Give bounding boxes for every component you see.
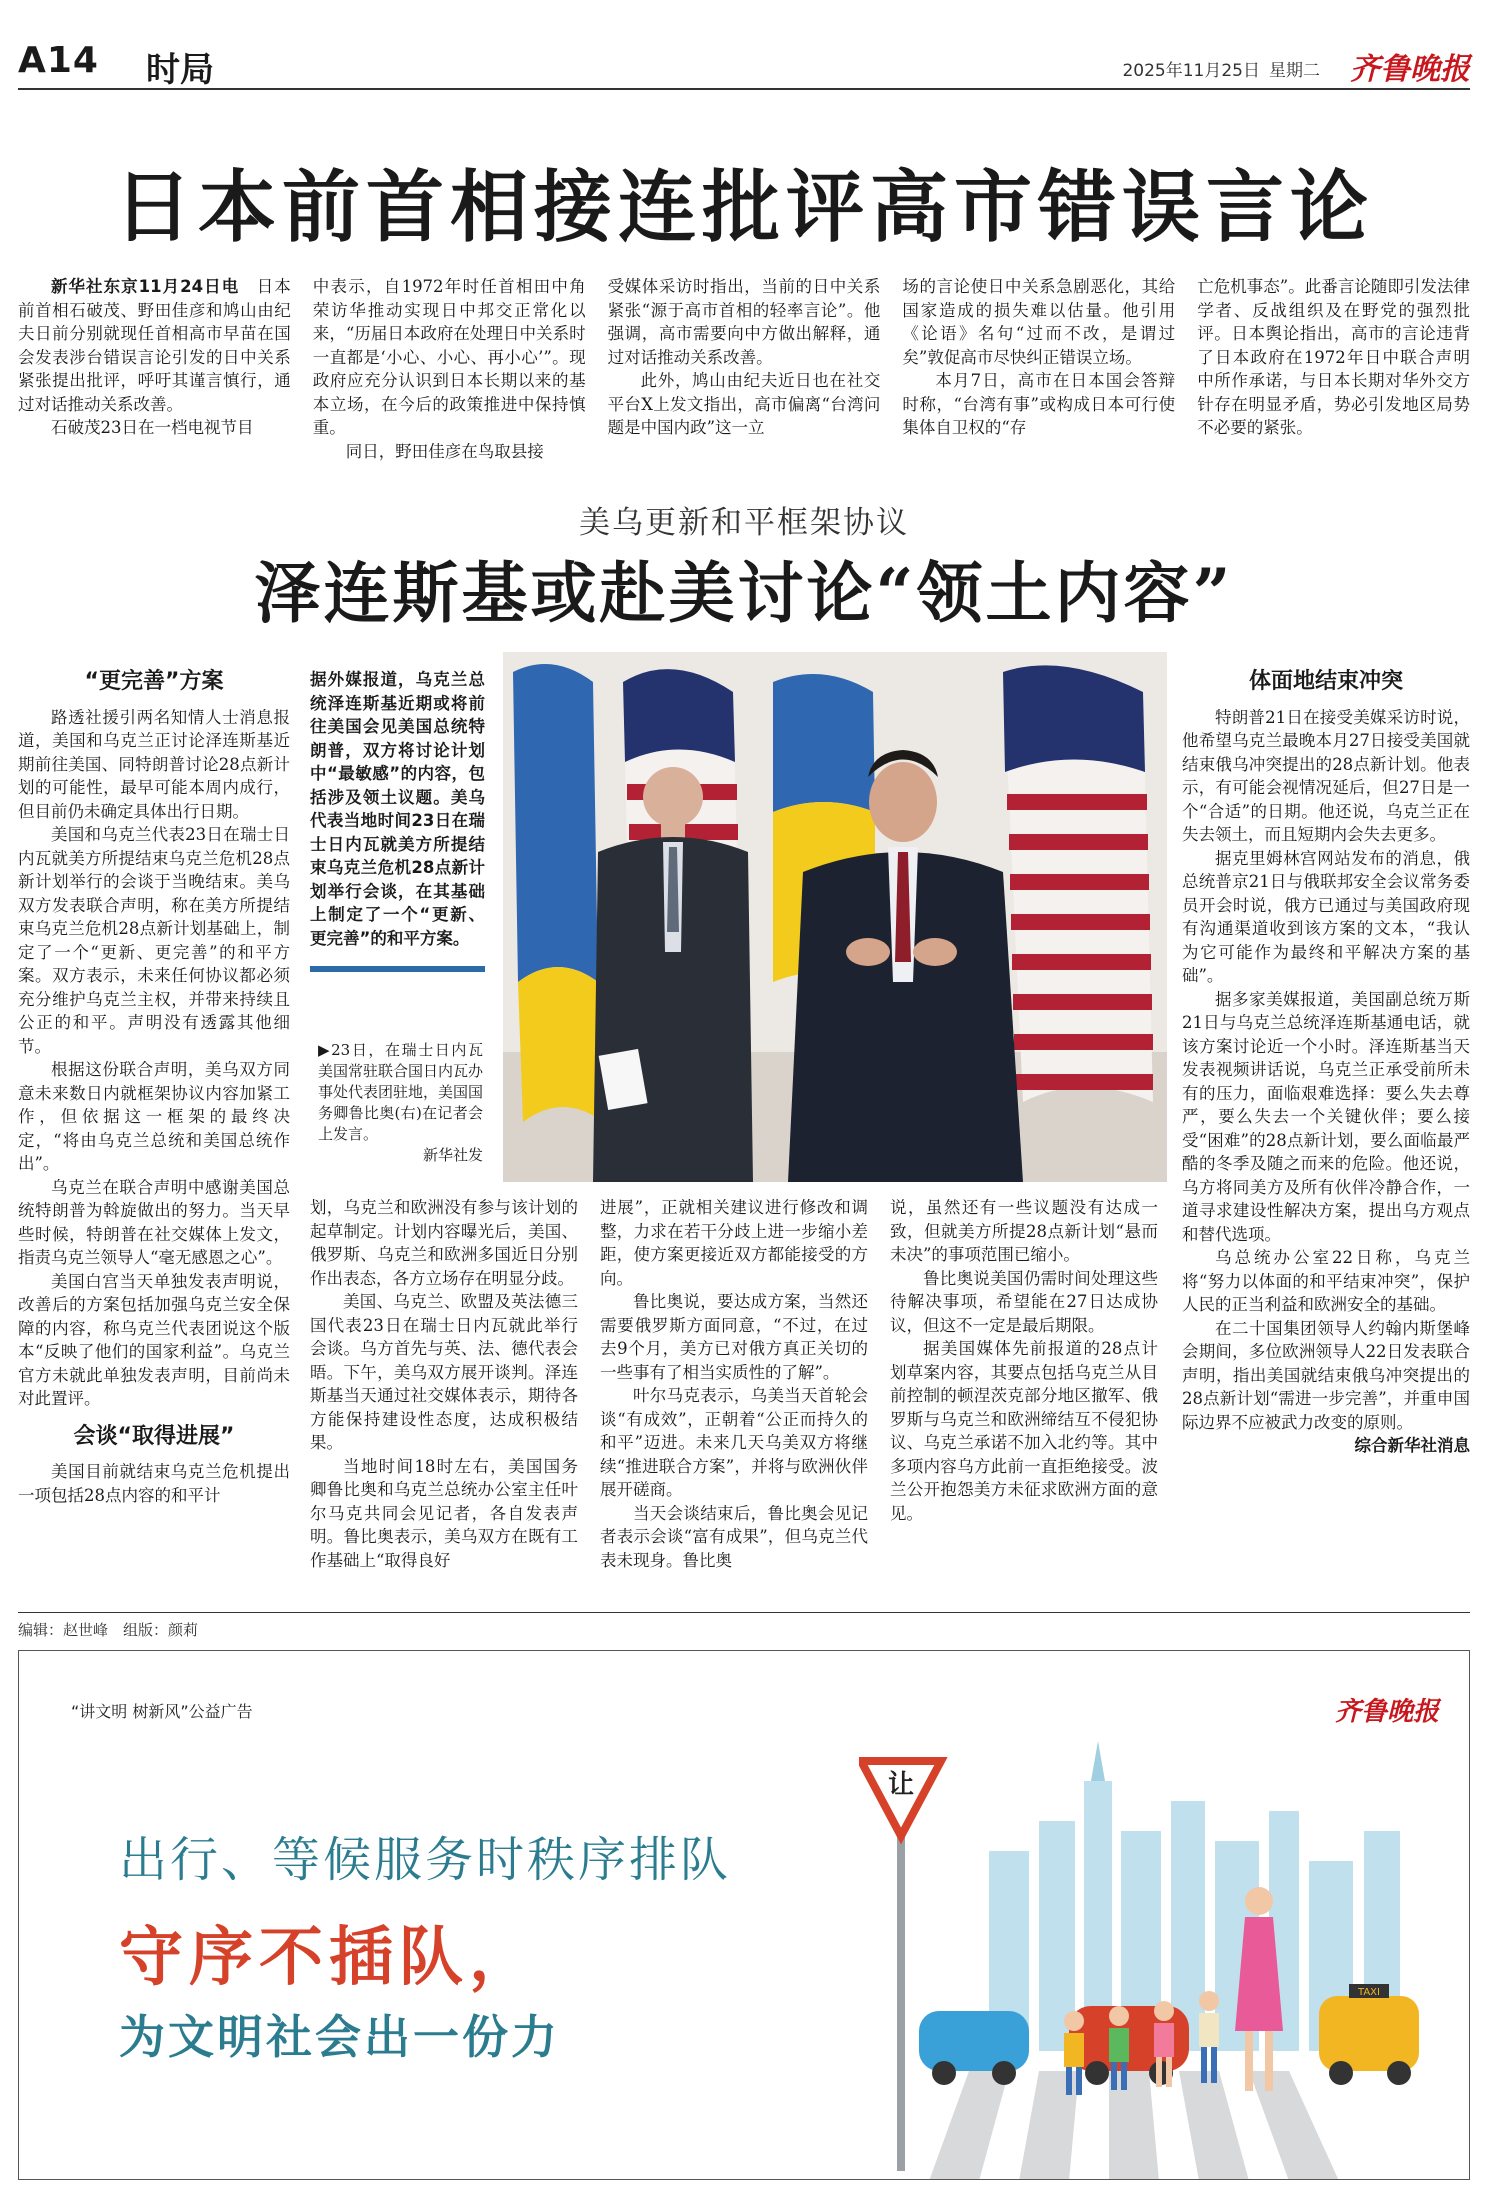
story2-paragraph: 划，乌克兰和欧洲没有参与该计划的起草制定。计划内容曝光后，美国、俄罗斯、乌克兰和欧洲多国近日分别作出表态，各方立场存在明显分歧。: [310, 1198, 578, 1288]
editor-credits: 编辑：赵世峰 组版：颜莉: [18, 1612, 1470, 1640]
yield-sign-icon: [861, 1761, 941, 2171]
story1-paragraph: 本月7日，高市在日本国会答辩时称，“台湾有事”或构成日本可行使集体自卫权的“存: [902, 371, 1176, 437]
story2-mid-column-3: [890, 1196, 1158, 1614]
story1-paragraph: 同日，野田佳彦在鸟取县接: [345, 441, 544, 461]
public-service-ad: [18, 1650, 1470, 2180]
ad-newspaper-logo: 齐鲁晚报: [1334, 1697, 1439, 1727]
story2-paragraph: 当天会谈结束后，鲁比奥会见记者表示会谈“富有成果”，但乌克兰代表未现身。鲁比奥: [600, 1503, 868, 1570]
story2-left-column: [18, 664, 290, 1614]
story2-paragraph: 当地时间18时左右，美国国务卿鲁比奥和乌克兰总统办公室主任叶尔马克共同会见记者，各自发表声明。鲁比奥表示，美乌双方在既有工作基础上“取得良好: [310, 1456, 578, 1570]
story1-column-2: [313, 275, 586, 475]
crosswalk: [929, 2071, 1339, 2180]
taxi-icon: [1319, 1984, 1419, 2085]
story2-mid-column-2: [600, 1196, 868, 1614]
ad-illustration: [859, 1741, 1459, 2180]
issue-weekday: 星期二: [1269, 61, 1320, 81]
ad-slogan-line-2: 守序不插队，: [119, 1921, 539, 1995]
story1-column-1: [18, 275, 291, 475]
pedestrian-child-icon: [1199, 1991, 1219, 2083]
story2-paragraph: 美国白宫当天单独发表声明说，改善后的方案包括加强乌克兰安全保障的内容，称乌克兰代表团说这个版本“反映了他们的国家利益”。乌克兰官方未就此单独发表声明，目前尚未对此置评。: [18, 1271, 290, 1408]
story2-right-column: [1182, 664, 1470, 1614]
section-heading: “更完善”方案: [84, 669, 224, 694]
story2-paragraph: 进展”，正就相关建议进行修改和调整，力求在若干分歧上进一步缩小差距，使方案更接近双方都能接受的方向。: [600, 1198, 868, 1288]
story1-column-3: [608, 275, 881, 475]
photo-credit: 新华社发: [422, 1146, 483, 1164]
story1-paragraph: 此外，鸠山由纪夫近日也在社交平台X上发文指出，高市偏离“台湾问题是中国内政”这一立: [607, 371, 881, 437]
ukraine-flag-left: [513, 664, 603, 1122]
story1-paragraph: 中表示，自1972年时任首相田中角荣访华推动实现日中邦交正常化以来，“历届日本政府在处理日中关系时一直都是‘小心、小心、再小心’”。现政府应充分认识到日本长期以来的基本立场，在今后的政策推进中保持慎重。: [312, 277, 586, 437]
story2-paragraph: 据克里姆林宫网站发布的消息，俄总统普京21日与俄联邦安全会议常务委员开会时说，俄方已通过与美国政府现有沟通渠道收到该方案的文本，“我认为它可能作为最终和平解决方案的基础”。: [1182, 848, 1470, 985]
us-flag-right: [1003, 665, 1153, 1102]
page-header: [18, 40, 1470, 90]
story1-column-4: [902, 275, 1175, 475]
story2-paragraph: 鲁比奥说，要达成方案，当然还需要俄罗斯方面同意，“不过，在过去9个月，美方已对俄方真正关切的一些事有了相当实质性的了解”。: [600, 1292, 868, 1382]
story2-mid-column-1: [310, 1196, 578, 1614]
ad-slogan-line-1: 出行、等候服务时秩序排队: [119, 1832, 732, 1888]
newspaper-logo: 齐鲁晚报: [1350, 52, 1470, 87]
story2-headline: 泽连斯基或赴美讨论“领土内容”: [254, 554, 1234, 632]
story1-paragraph: 受媒体采访时指出，当前的日中关系紧张“源于高市首相的轻率言论”。他强调，高市需要向中方做出解释，通过对话推动关系改善。: [607, 277, 881, 367]
story1-paragraph: 场的言论使日中关系急剧恶化，其给国家造成的损失难以估量。他引用《论语》名句“过而不改，是谓过矣”敦促高市尽快纠正错误立场。: [902, 277, 1176, 367]
page-number: A14: [18, 40, 99, 81]
issue-date: 2025年11月25日: [1122, 61, 1260, 81]
story2-paragraph: 鲁比奥说美国仍需时间处理这些待解决事项，希望能在27日达成协议，但这不一定是最后期限。: [890, 1268, 1158, 1335]
story2-subtitle: 美乌更新和平框架协议: [579, 505, 909, 541]
story2-paragraph: 美国目前就结束乌克兰危机提出一项包括28点内容的和平计: [18, 1462, 290, 1505]
story1-paragraph: 亡危机事态”。此番言论随即引发法律学者、反战组织及在野党的强烈批评。日本舆论指出，高市的言论违背了日本政府在1972年日中联合声明中所作承诺，与日本长期对华外交方针存在明显矛盾，势必引发地区局势不必要的紧张。: [1197, 277, 1470, 437]
story2-paragraph: 叶尔马克表示，乌美当天首轮会谈“有成效”，正朝着“公正而持久的和平”迈进。未来几天乌美双方将继续“推进联合方案”，并将与欧洲伙伴展开磋商。: [600, 1386, 868, 1499]
story2-paragraph: 乌总统办公室22日称，乌克兰将“努力以体面的和平结束冲突”，保护人民的正当利益和欧洲安全的基础。: [1182, 1248, 1470, 1314]
story2-paragraph: 特朗普21日在接受美媒采访时说，他希望乌克兰最晚本月27日接受美国就结束俄乌冲突提出的28点新计划。他表示，有可能会视情况延后，但27日是一个“合适”的日期。他还说，乌克兰正在失去领土，而且短期内会失去更多。: [1182, 707, 1470, 844]
story2-paragraph: 美国和乌克兰代表23日在瑞士日内瓦就美方所提结束乌克兰危机28点新计划举行的会谈于当晚结束。美乌双方发表联合声明，称在美方所提结束乌克兰危机28点新计划基础上，制定了一个“更新、更完善”的和平方案。双方表示，未来任何协议都必须充分维护乌克兰主权，并带来持续且公正的和平。声明没有透露其他细节。: [18, 825, 290, 1056]
press-conference-photo: [503, 652, 1167, 1182]
yield-sign-text: 让: [887, 1770, 915, 1800]
story1-headline: 日本前首相接连批评高市错误言论: [113, 162, 1374, 253]
ad-slogan-line-3: 为文明社会出一份力: [119, 2010, 560, 2064]
story2-signoff: 综合新华社消息: [1354, 1436, 1470, 1455]
section-name: 时局: [146, 50, 214, 90]
story2-paragraph: 据多家美媒报道，美国副总统万斯21日与乌克兰总统泽连斯基通电话，就该方案讨论近一个小时。泽连斯基当天发表视频讲话说，乌克兰正承受前所未有的压力，面临艰难选择：要么失去尊严，要么失去一个关键伙伴；要么接受“困难”的28点新计划，要么面临最严酷的冬季及随之而来的危险。他还说，乌方将同美方及所有伙伴冷静合作，一道寻求建设性解决方案，提出乌方观点和替代选项。: [1182, 989, 1470, 1244]
photo-caption-text: ▶23日，在瑞士日内瓦美国常驻联合国日内瓦办事处代表团驻地，美国国务卿鲁比奥(右)在记者会上发言。: [318, 1041, 484, 1143]
section-heading: 体面地结束冲突: [1248, 669, 1403, 694]
story1-dateline: 新华社东京11月24日电: [51, 277, 240, 296]
story1-column-5: [1197, 275, 1470, 475]
story1-body: [18, 275, 1470, 475]
story1-paragraph: 日本前首相石破茂、野田佳彦和鸠山由纪夫日前分别就现任首相高市早苗在国会发表涉台错误言论引发的日中关系紧张提出批评，呼吁其谨言慎行，通过对话推动关系改善。: [18, 277, 291, 414]
ad-label: “讲文明 树新风”公益广告: [71, 1702, 253, 1721]
story2-intro: 据外媒报道，乌克兰总统泽连斯基近期或将前往美国会见美国总统特朗普，双方将讨论计划中“最敏感”的内容，包括涉及领土议题。美乌代表当地时间23日在瑞士日内瓦就美方所提结束乌克兰危机28点新计划举行会谈，在其基础上制定了一个“更新、更完善”的和平方案。: [310, 668, 485, 972]
taxi-sign-text: TAXI: [1358, 1987, 1380, 1998]
story2-paragraph: 说，虽然还有一些议题没有达成一致，但就美方所提28点新计划“悬而未决”的事项范围已缩小。: [890, 1198, 1158, 1264]
story2-paragraph: 据美国媒体先前报道的28点计划草案内容，其要点包括乌克兰从目前控制的顿涅茨克部分地区撤军、俄罗斯与乌克兰和欧洲缔结互不侵犯协议、乌克兰承诺不加入北约等。其中多项内容乌方此前一直拒绝接受。波兰公开抱怨美方未征求欧洲方面的意见。: [890, 1339, 1158, 1523]
story2-paragraph: 路透社援引两名知情人士消息报道，美国和乌克兰正讨论泽连斯基近期前往美国、同特朗普讨论28点新计划的可能性，最早可能本周内成行，但目前仍未确定具体出行日期。: [18, 707, 290, 821]
news-photo: [503, 652, 1167, 1182]
section-heading: 会谈“取得进展”: [73, 1423, 235, 1449]
photo-caption: [318, 1040, 483, 1166]
story2-paragraph: 乌克兰在联合声明中感谢美国总统特朗普为斡旋做出的努力。当天早些时候，特朗普在社交媒体上发文，指责乌克兰领导人“毫无感恩之心”。: [18, 1177, 290, 1267]
story1-paragraph: 石破茂23日在一档电视节目: [51, 418, 254, 437]
story2-paragraph: 根据这份联合声明，美乌双方同意未来数日内就框架协议内容加紧工作，但依据这一框架的最终决定，“将由乌克兰总统和美国总统作出”。: [18, 1060, 290, 1173]
story2-paragraph: 美国、乌克兰、欧盟及英法德三国代表23日在瑞士日内瓦就此举行会谈。乌方首先与英、法、德代表会晤。下午，美乌双方展开谈判。泽连斯基当天通过社交媒体表示，期待各方能保持建设性态度，达成积极结果。: [310, 1292, 578, 1452]
story2-paragraph: 在二十国集团领导人约翰内斯堡峰会期间，多位欧洲领导人22日发表联合声明，指出美国就结束俄乌冲突提出的28点新计划“需进一步完善”，并重申国际边界不应被武力改变的原则。: [1182, 1318, 1470, 1432]
